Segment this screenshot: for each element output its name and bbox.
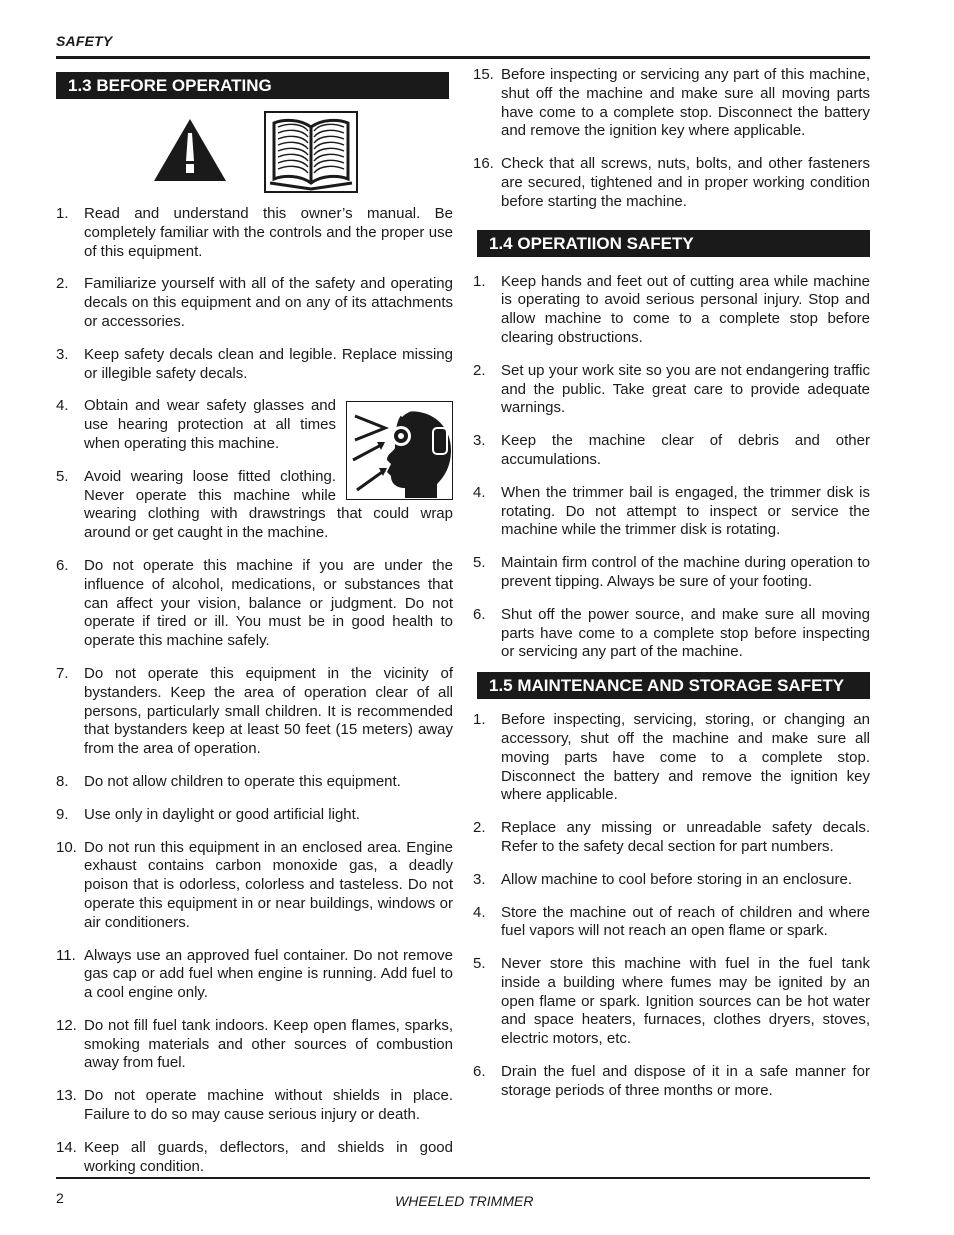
item-text: Set up your work site so you are not endangering traffic and the public. Take great care to provide adequate warnings.: [501, 361, 870, 417]
item-text: Do not operate this equipment in the vicinity of bystanders. Keep the area of operation clear of all persons, particularly small children. It is recommended that bystanders keep at least 50 feet (15 meters) away from the area of operation.: [84, 664, 453, 758]
right-column: [473, 66, 870, 1115]
item-number: 1.: [473, 711, 486, 729]
item-number: 2.: [56, 275, 69, 293]
footer-title: WHEELED TRIMMER: [395, 1193, 534, 1209]
list-item: [473, 554, 870, 592]
item-text: Do not allow children to operate this equipment.: [84, 772, 401, 790]
item-text: Avoid wearing loose fitted clothing. Never operate this machine while wearing clothing with drawstrings that could wrap around or get caught in the machine.: [84, 467, 453, 542]
item-text: Keep the machine clear of debris and other accumulations.: [501, 432, 870, 468]
item-text: Use only in daylight or good artificial light.: [84, 805, 360, 823]
item-number: 7.: [56, 664, 69, 682]
item-number: 6.: [473, 1063, 486, 1081]
page-header-label: SAFETY: [56, 33, 113, 49]
item-text: Check that all screws, nuts, bolts, and other fasteners are secured, tightened and in proper working condition before starting the machine.: [501, 155, 870, 210]
list-item: [56, 1087, 453, 1125]
section-title-before-operating: 1.3 BEFORE OPERATING: [56, 72, 449, 99]
list-item: [473, 711, 870, 805]
list-item: [56, 1139, 453, 1177]
list-item: [473, 484, 870, 540]
list-item: [56, 468, 453, 543]
list-item: [473, 362, 870, 418]
item-text: Store the machine out of reach of children and where fuel vapors will not reach an open flame or spark.: [501, 903, 870, 940]
list-item: [56, 397, 453, 453]
item-text: Do not operate this machine if you are under the influence of alcohol, medications, or substances that can affect your vision, balance or judgment. Do not operate if tired or ill. You must be in good health to operate this machine safely.: [84, 556, 453, 650]
item-number: 3.: [473, 870, 486, 888]
item-text: Keep safety decals clean and legible. Replace missing or illegible safety decals.: [84, 345, 453, 382]
list-item: [473, 273, 870, 348]
list-item: [56, 1017, 453, 1073]
list-item: [473, 819, 870, 857]
item-number: 16.: [473, 155, 494, 173]
list-item: [56, 806, 453, 825]
list-item: [56, 665, 453, 759]
item-text: Before inspecting, servicing, storing, or changing an accessory, shut off the machine and make sure all moving parts have come to a complete stop. Disconnect the battery and remove the ignition key where applicable.: [501, 711, 870, 804]
item-number: 4.: [473, 483, 486, 501]
item-number: 5.: [473, 955, 486, 973]
left-column: [56, 72, 453, 1190]
item-number: 4.: [56, 397, 69, 415]
item-number: 15.: [473, 66, 494, 83]
footer-rule: [56, 1177, 870, 1179]
item-text: Allow machine to cool before storing in an enclosure.: [501, 870, 853, 888]
item-text: Shut off the power source, and make sure all moving parts have come to a complete stop before inspecting or servicing any part of the machine.: [501, 605, 870, 661]
item-number: 12.: [56, 1016, 77, 1034]
item-text: Do not fill fuel tank indoors. Keep open flames, sparks, smoking materials and other sources of combustion away from fuel.: [84, 1016, 453, 1072]
list-item: [473, 1063, 870, 1101]
warning-triangle-icon: [152, 117, 228, 183]
item-text: Always use an approved fuel container. Do not remove gas cap or add fuel when engine is running. Add fuel to a cool engine only.: [84, 946, 453, 1002]
item-text: Familiarize yourself with all of the safety and operating decals on this equipment and on any of its attachments or accessories.: [84, 275, 453, 330]
item-number: 6.: [473, 605, 486, 623]
list-item: [473, 66, 870, 141]
list-item: [473, 904, 870, 942]
item-number: 8.: [56, 772, 69, 790]
item-number: 1.: [473, 272, 486, 290]
item-number: 6.: [56, 556, 69, 574]
item-text: Keep all guards, deflectors, and shields in good working condition.: [84, 1138, 453, 1175]
before-operating-list: [56, 205, 453, 1176]
list-item: [56, 275, 453, 331]
item-number: 4.: [473, 903, 486, 921]
item-number: 3.: [56, 345, 69, 363]
list-item: [473, 871, 870, 890]
item-text: Before inspecting or servicing any part of this machine, shut off the machine and make sure all moving parts have come to a complete stop. Disconnect the battery and remove the ignition key where applicable.: [501, 66, 870, 140]
item-number: 9.: [56, 805, 69, 823]
section-title-maintenance-storage: 1.5 MAINTENANCE AND STORAGE SAFETY: [477, 672, 870, 699]
item-text: Drain the fuel and dispose of it in a safe manner for storage periods of three months or more.: [501, 1063, 870, 1099]
warning-icons: [56, 109, 453, 201]
item-number: 2.: [473, 361, 486, 379]
list-item: [56, 839, 453, 933]
item-text: Never store this machine with fuel in the fuel tank inside a building where fumes may be ignited by an open flame or spark. Ignition sources can be hot water and space heaters, furnaces, clothes dryers, stoves, electric motors, etc.: [501, 955, 870, 1048]
list-item: [473, 432, 870, 470]
open-book-icon: [264, 111, 358, 193]
item-text: Keep hands and feet out of cutting area while machine is operating to avoid serious personal injury. Stop and allow machine to come to a complete stop before clearing obstructions.: [501, 272, 870, 346]
item-number: 3.: [473, 432, 486, 450]
item-text: Maintain firm control of the machine during operation to prevent tipping. Always be sure of your footing.: [501, 554, 870, 590]
item-number: 13.: [56, 1087, 77, 1105]
section-title-operation-safety: 1.4 OPERATIION SAFETY: [477, 230, 870, 257]
list-item: [473, 606, 870, 662]
header-rule: [56, 56, 870, 59]
before-operating-list-continued: [473, 66, 870, 212]
item-text: When the trimmer bail is engaged, the trimmer disk is rotating. Do not attempt to inspect or service the machine while the trimmer disk is rotating.: [501, 483, 870, 539]
item-text: Obtain and wear safety glasses and use hearing protection at all times when operating this machine.: [84, 397, 336, 452]
list-item: [56, 205, 453, 261]
maintenance-storage-list: [473, 711, 870, 1101]
item-text: Read and understand this owner’s manual. Be completely familiar with the controls and the proper use of this equipment.: [84, 205, 453, 260]
item-text: Do not run this equipment in an enclosed area. Engine exhaust contains carbon monoxide gas, a deadly poison that is odorless, colorless and tasteless. Do not operate this equipment in or near buildings, windows or air conditioners.: [84, 838, 453, 931]
item-number: 10.: [56, 838, 77, 856]
list-item: [473, 155, 870, 211]
item-number: 5.: [473, 554, 486, 572]
item-text: Do not operate machine without shields in place. Failure to do so may cause serious injury or death.: [84, 1087, 453, 1124]
item-text: Replace any missing or unreadable safety decals. Refer to the safety decal section for part numbers.: [501, 819, 870, 855]
item-number: 14.: [56, 1138, 77, 1156]
item-number: 1.: [56, 205, 69, 222]
list-item: [56, 773, 453, 792]
list-item: [56, 346, 453, 384]
item-number: 11.: [56, 946, 76, 964]
list-item: [56, 557, 453, 651]
item-number: 2.: [473, 819, 486, 837]
item-number: 5.: [56, 467, 69, 485]
operation-safety-list: [473, 273, 870, 663]
page-number: 2: [56, 1190, 64, 1206]
list-item: [473, 955, 870, 1049]
list-item: [56, 947, 453, 1003]
